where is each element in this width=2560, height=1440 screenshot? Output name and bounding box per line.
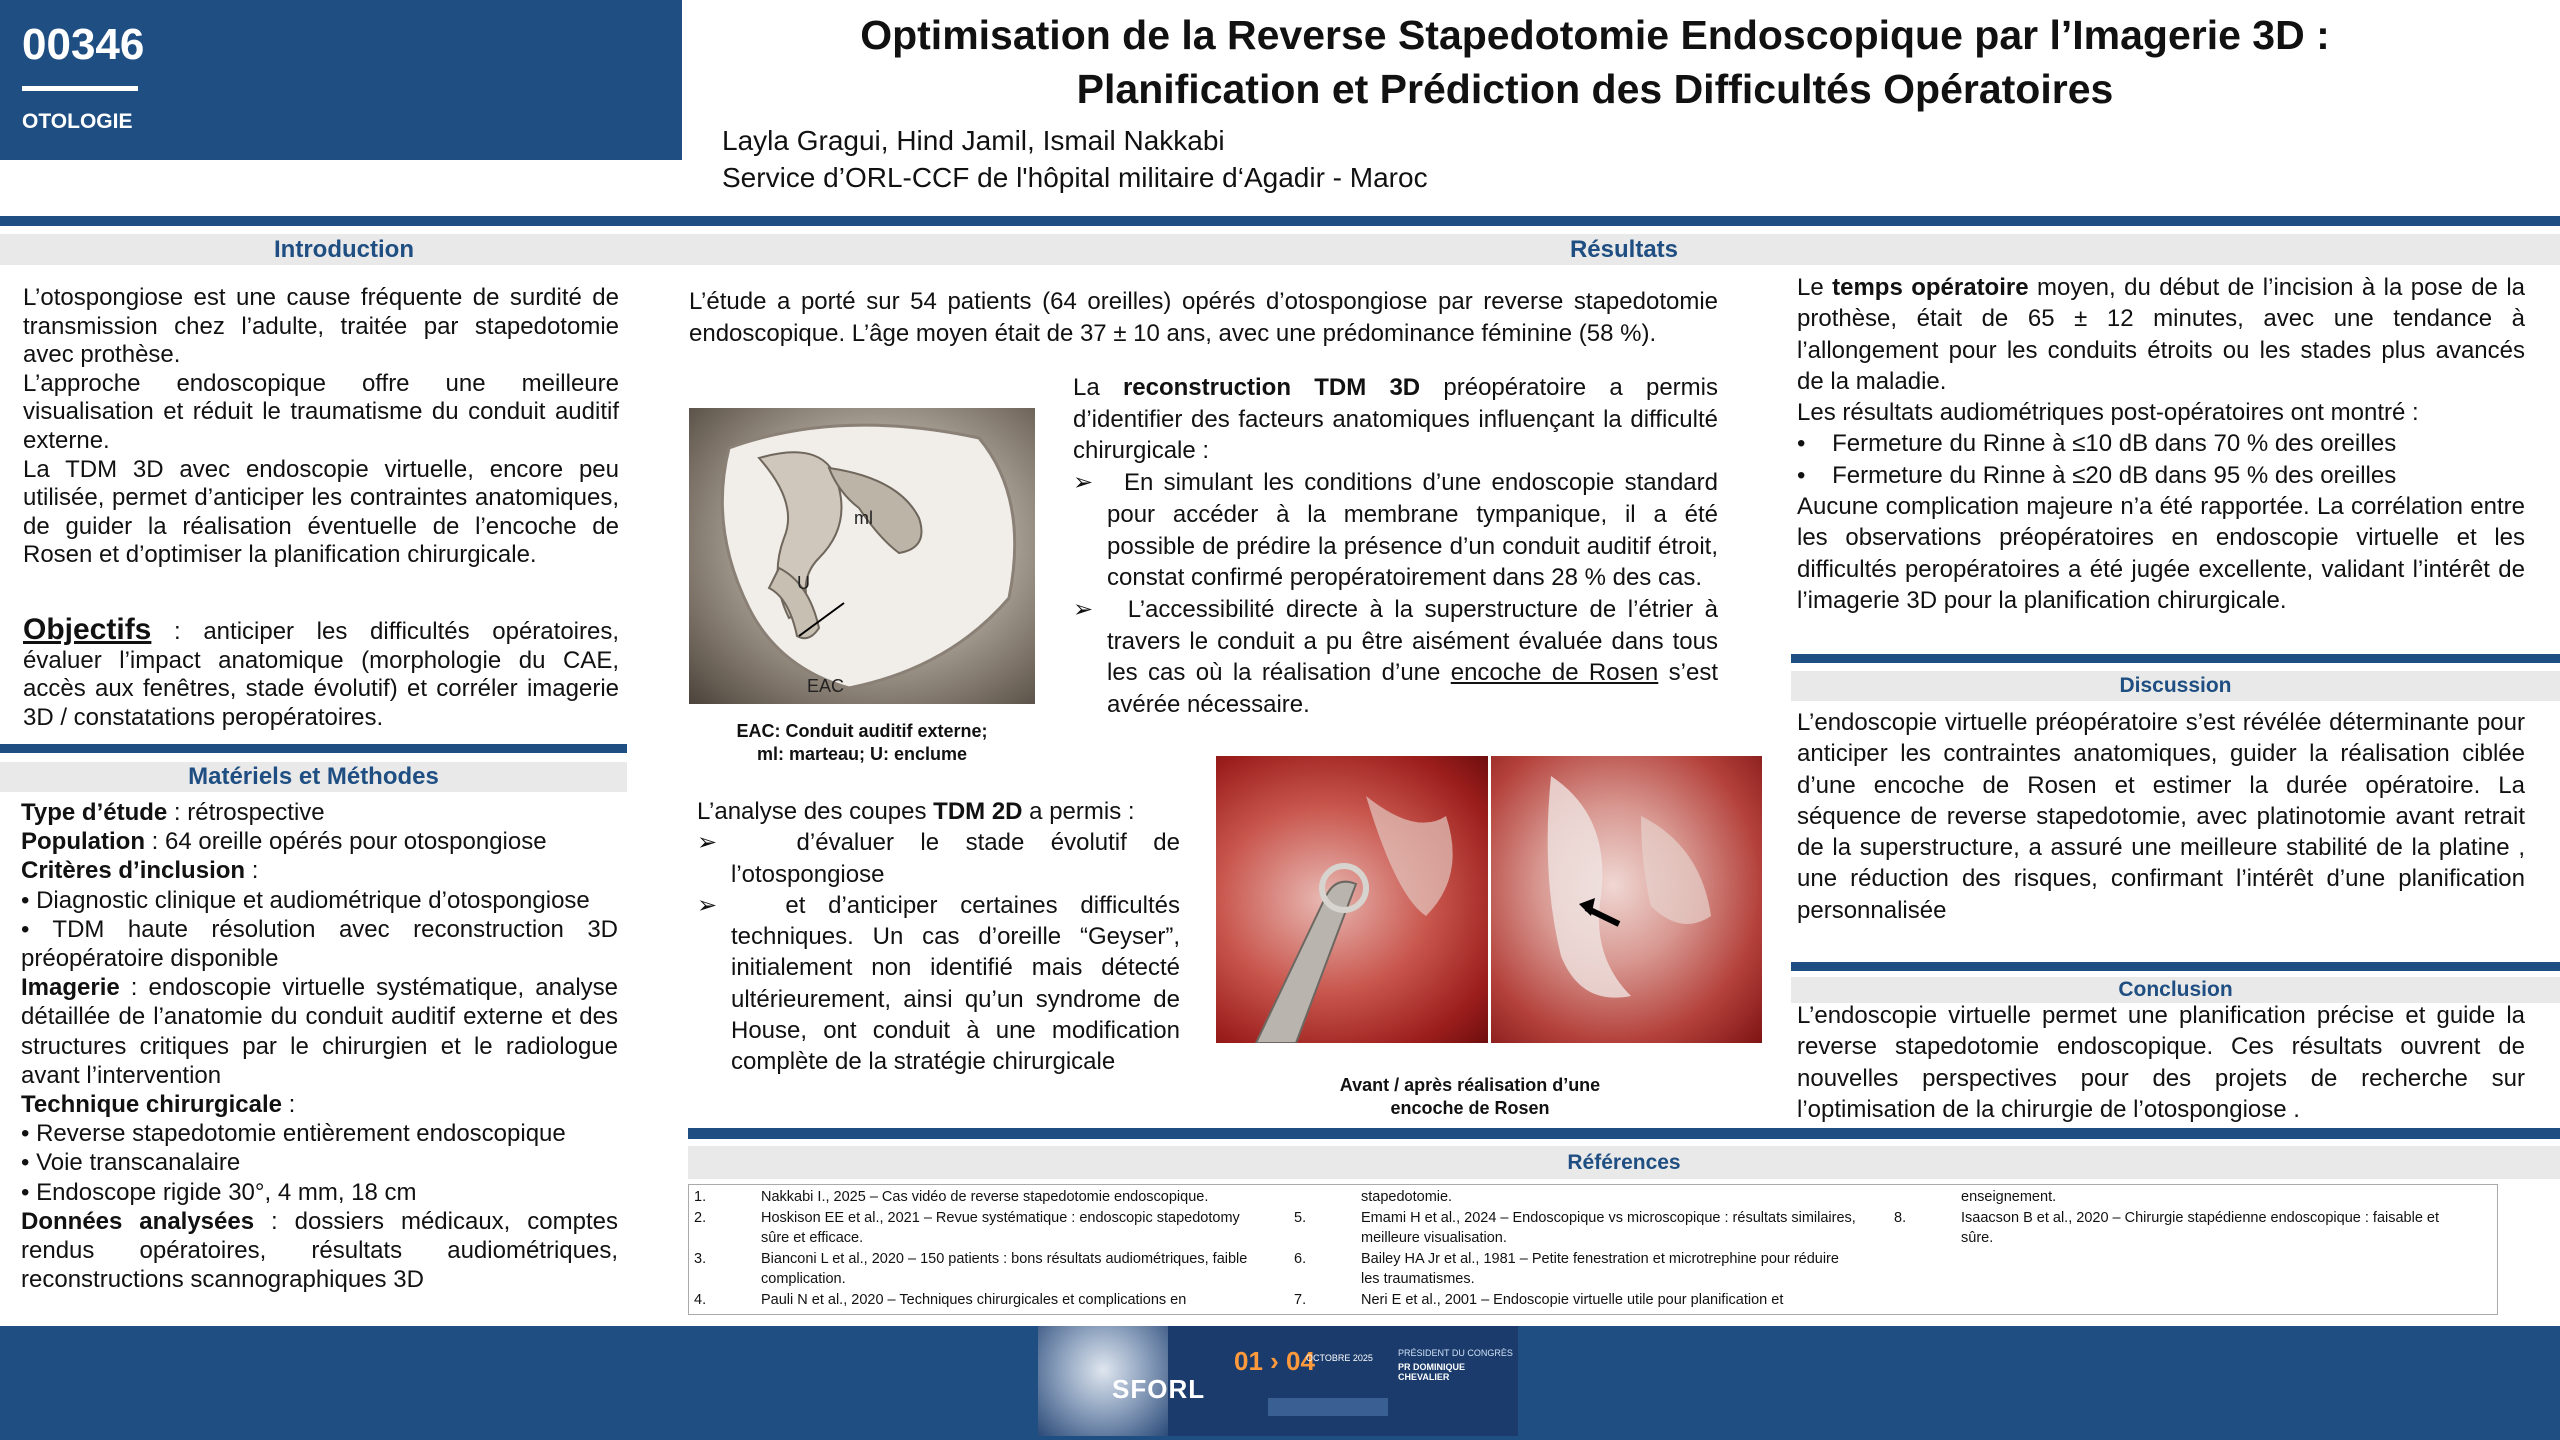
president-title: PRÉSIDENT DU CONGRÈS	[1398, 1348, 1513, 1358]
criteria-label: Critères d’inclusion	[21, 857, 246, 885]
discussion-heading: Discussion	[1791, 671, 2560, 701]
dot-bullet-icon: •	[1797, 430, 1833, 458]
figure1-caption-line: EAC: Conduit auditif externe;	[736, 721, 988, 741]
tdm3d-pre: La	[1073, 374, 1123, 401]
criteria-item: • Diagnostic clinique et audiométrique d’otospongiose	[21, 886, 590, 914]
reference-number: 1.	[694, 1189, 707, 1205]
reference-number: 2.	[694, 1209, 707, 1226]
intro-p2: L’approche endoscopique offre une meilleure visualisation et réduit le traumatisme du conduit auditif externe.	[23, 369, 619, 454]
tdm2d-post: a permis :	[1022, 798, 1135, 825]
reference-text: Hoskison EE et al., 2021 – Revue systématique : endoscopic stapedotomy sûre et efficace.	[761, 1209, 1240, 1246]
tdm3d-bullet-text: L’accessibilité directe à la superstructure de l’étrier à travers le conduit a pu être aisément évaluée dans tous les cas où la réalisation d’une	[1107, 595, 1718, 687]
technique-item: • Endoscope rigide 30°, 4 mm, 18 cm	[21, 1178, 417, 1206]
figure1-caption	[689, 720, 1035, 766]
complications-text: Aucune complication majeure n’a été rapportée. La corrélation entre les observations préopératoires en endoscopie virtuelle et les difficultés peropératoires a été jugée excellente, validant l’intérêt de l’imagerie 3D pour la planification chirurgicale.	[1797, 493, 2525, 614]
conclusion-divider	[1791, 962, 2560, 971]
tdm3d-bullet	[1073, 467, 1718, 594]
reference-number: 7.	[1294, 1291, 1307, 1308]
optime-pre: Le	[1797, 274, 1833, 301]
reference-text: stapedotomie.	[1361, 1189, 1453, 1205]
discussion-text: L’endoscopie virtuelle préopératoire s’est révélée déterminante pour anticiper les contraintes anatomiques, guider la réalisation ciblée d’une encoche de Rosen et estimer la durée opératoire. La séquence de reverse stapedotomie, avec platinotomie avant retrait de la superstructure, a assuré une meilleure stabilité de la platine , une réduction des risques, confirmant l’intérêt d’une planification personnalisée	[1797, 709, 2525, 924]
reference-text: Isaacson B et al., 2020 – Chirurgie stapédienne endoscopique : faisable et sûre.	[1961, 1209, 2440, 1246]
results-right-text	[1797, 272, 2525, 616]
methods-heading: Matériels et Méthodes	[0, 762, 627, 792]
arrow-bullet-icon: ➢	[697, 829, 797, 857]
audiometry-bullet-text: Fermeture du Rinne à ≤10 dB dans 70 % des oreilles	[1832, 430, 2397, 458]
reference-text: Bailey HA Jr et al., 1981 – Petite fenestration et microtrephine pour réduire les traumatismes.	[1361, 1250, 1839, 1287]
congress-brand-logo: SFORL	[1112, 1374, 1206, 1404]
title-line-2: Planification et Prédiction des Difficultés Opératoires	[1076, 66, 2114, 112]
reference-item	[1289, 1290, 1889, 1311]
audiometry-bullet	[1797, 428, 2525, 459]
authors: Layla Gragui, Hind Jamil, Ismail Nakkabi	[722, 125, 1225, 156]
tdm2d-bold: TDM 2D	[933, 798, 1023, 825]
reference-text: Neri E et al., 2001 – Endoscopie virtuelle utile pour planification et	[1361, 1291, 1784, 1308]
affiliation: Service d’ORL-CCF de l'hôpital militaire d‘Agadir - Maroc	[722, 162, 1428, 193]
tdm2d-bullet-text: et d’anticiper certaines difficultés techniques. Un cas d’oreille “Geyser”, initialement non identifié mais détecté ultérieurement, ainsi qu’un syndrome de House, ont conduit à une modification complète de la stratégie chirurgicale	[731, 891, 1180, 1076]
figure1-caption-line: ml: marteau; U: enclume	[756, 744, 968, 764]
president-name: PR DOMINIQUE CHEVALIER	[1398, 1362, 1466, 1382]
rosen-notch-term: encoche de Rosen	[1450, 659, 1659, 687]
tdm3d-bullet-text: s’est avérée nécessaire.	[1107, 659, 1718, 719]
discussion-divider	[1791, 654, 2560, 663]
tdm2d-bullet-text: d’évaluer le stade évolutif de l’otospongiose	[731, 829, 1180, 888]
figure2-caption-line: Avant / après réalisation d’une	[1339, 1075, 1601, 1095]
virtual-endoscopy-drawing	[689, 408, 1035, 704]
imaging-text: : endoscopie virtuelle systématique, analyse détaillée de l’anatomie du conduit auditif externe et des structures critiques par le chirurgien et le radiologue avant l’intervention	[21, 974, 618, 1089]
objectifs-label: Objectifs	[23, 613, 152, 646]
surgical-photo-after	[1491, 756, 1762, 1043]
conclusion-heading: Conclusion	[1791, 977, 2560, 1003]
reference-item	[689, 1187, 1289, 1208]
header-divider-band	[0, 216, 2560, 226]
reference-text: Nakkabi I., 2025 – Cas vidéo de reverse stapedotomie endoscopique.	[761, 1189, 1209, 1205]
label-eac: EAC	[807, 676, 845, 696]
reference-number: 5.	[1294, 1209, 1307, 1226]
reference-number: 6.	[1294, 1250, 1307, 1267]
references-divider	[688, 1128, 2560, 1139]
reference-number: 8.	[1894, 1209, 1907, 1226]
technique-tail: :	[281, 1091, 296, 1119]
reference-item	[1289, 1187, 1889, 1208]
poster-category: OTOLOGIE	[22, 110, 133, 133]
reference-item	[1889, 1208, 2489, 1249]
congress-month: OCTOBRE 2025	[1306, 1353, 1373, 1363]
references-column-2	[1289, 1187, 1889, 1310]
technique-item: • Reverse stapedotomie entièrement endoscopique	[21, 1120, 566, 1148]
introduction-text	[23, 284, 619, 570]
arrow-bullet-icon: ➢	[1073, 469, 1124, 497]
surgical-photo-before	[1216, 756, 1488, 1043]
congress-banner	[1038, 1326, 1518, 1436]
poster-title	[700, 8, 2490, 116]
surgical-photo-before-drawing	[1216, 756, 1488, 1043]
intro-p3: La TDM 3D avec endoscopie virtuelle, encore peu utilisée, permet d’anticiper les contraintes anatomiques, de guider la réalisation éventuelle de l’encoche de Rosen et d’optimiser la planification chirurgicale.	[23, 455, 619, 569]
congress-dates: 01 › 04	[1234, 1346, 1315, 1376]
results-intro: L’étude a porté sur 54 patients (64 oreilles) opérés d’otospongiose par reverse stapedotomie endoscopique. L’âge moyen était de 37 ± 10 ans, avec une prédominance féminine (58 %).	[689, 288, 1718, 347]
audiometry-bullet-text: Fermeture du Rinne à ≤20 dB dans 95 % des oreilles	[1832, 461, 2397, 489]
criteria-tail: :	[245, 857, 259, 885]
reference-text: Emami H et al., 2024 – Endoscopique vs microscopique : résultats similaires, meilleure visualisation.	[1361, 1209, 1856, 1246]
figure2-caption	[1270, 1074, 1670, 1120]
title-line-1: Optimisation de la Reverse Stapedotomie Endoscopique par l’Imagerie 3D :	[860, 12, 2330, 58]
figure2-caption-line: encoche de Rosen	[1390, 1098, 1550, 1118]
label-ml: ml	[854, 508, 873, 528]
tdm3d-bullet-text: En simulant les conditions d’une endoscopie standard pour accéder à la membrane tympanique, il a été possible de prédire la présence d’un conduit auditif étroit, constat confirmé peropératoirement dans 28 % des cas.	[1107, 469, 1718, 592]
id-divider	[22, 86, 138, 91]
reference-item	[1889, 1187, 2489, 1208]
type-text: : rétrospective	[167, 799, 325, 826]
poster-id: 00346	[22, 20, 145, 69]
population-text: : 64 oreille opérés pour otospongiose	[144, 828, 547, 856]
reference-item	[689, 1249, 1289, 1290]
criteria-item: • TDM haute résolution avec reconstruction 3D préopératoire disponible	[21, 915, 618, 973]
methods-text	[21, 798, 618, 1294]
reference-item	[1289, 1208, 1889, 1249]
imaging-label: Imagerie	[21, 974, 120, 1002]
introduction-heading: Introduction	[0, 234, 688, 265]
tdm2d-text	[697, 796, 1180, 1078]
surgical-photo-after-drawing	[1491, 756, 1762, 1043]
references-heading: Références	[688, 1146, 2560, 1179]
reference-number: 4.	[694, 1291, 707, 1308]
tdm3d-bold: reconstruction TDM 3D	[1122, 374, 1421, 401]
intro-p1: L’otospongiose est une cause fréquente de surdité de transmission chez l’adulte, traitée par stapedotomie avec prothèse.	[23, 284, 619, 369]
data-label: Données analysées	[21, 1207, 255, 1235]
arrow-bullet-icon: ➢	[697, 891, 786, 919]
references-column-3	[1889, 1187, 2489, 1249]
type-label: Type d’étude	[21, 799, 168, 826]
technique-label: Technique chirurgicale	[21, 1091, 282, 1119]
reference-text: Pauli N et al., 2020 – Techniques chirurgicales et complications en	[761, 1291, 1187, 1308]
sponsor-logos	[1268, 1398, 1388, 1416]
reference-text: enseignement.	[1961, 1189, 2057, 1205]
population-label: Population	[21, 828, 145, 856]
audiometry-bullet	[1797, 460, 2525, 491]
objectifs-text	[23, 613, 619, 732]
optime-bold: temps opératoire	[1832, 274, 2029, 301]
reference-item	[689, 1290, 1289, 1311]
tdm3d-text	[1073, 372, 1718, 721]
reference-item	[1289, 1249, 1889, 1290]
objectifs-body: : anticiper les difficultés opératoires, évaluer l’impact anatomique (morphologie du CAE, accès aux fenêtres, stade évolutif) et corréler imagerie 3D / constatations peropératoires.	[23, 618, 619, 731]
data-text: : dossiers médicaux, comptes rendus opératoires, résultats audiométriques, reconstructions scannographiques 3D	[21, 1207, 618, 1294]
tdm2d-bullet	[697, 827, 1180, 890]
reference-item	[689, 1208, 1289, 1249]
arrow-bullet-icon: ➢	[1073, 595, 1128, 623]
tdm2d-bullet	[697, 890, 1180, 1078]
optime-post: moyen, du début de l’incision à la pose de la prothèse, était de 65 ± 12 minutes, avec une tendance à l’allongement pour les conduits étroits ou les stades plus avancés de la maladie.	[1797, 274, 2525, 395]
reference-number: 3.	[694, 1250, 707, 1267]
technique-item: • Voie transcanalaire	[21, 1149, 241, 1177]
virtual-endoscopy-image	[689, 408, 1035, 704]
results-heading: Résultats	[688, 234, 2560, 265]
references-column-1	[689, 1187, 1289, 1310]
tdm3d-bullet	[1073, 594, 1718, 721]
label-u: U	[797, 573, 810, 593]
references-box	[688, 1184, 2498, 1315]
reference-text: Bianconi L et al., 2020 – 150 patients : bons résultats audiométriques, faible complication.	[761, 1250, 1248, 1287]
conclusion-text: L’endoscopie virtuelle permet une planification précise et guide la reverse stapedotomie endoscopique. Ces résultats ouvrent de nouvelles perspectives pour des projets de recherche sur l’optimisation de la chirurgie de l’otospongiose .	[1797, 1002, 2525, 1123]
poster-id-box	[0, 0, 682, 160]
dot-bullet-icon: •	[1797, 461, 1833, 489]
tdm2d-pre: L’analyse des coupes	[697, 798, 934, 825]
methods-divider	[0, 744, 627, 753]
audiometry-intro: Les résultats audiométriques post-opératoires ont montré :	[1797, 399, 2419, 427]
tdm3d-post: préopératoire a permis d’identifier des facteurs anatomiques influençant la difficulté chirurgicale :	[1073, 374, 1718, 465]
